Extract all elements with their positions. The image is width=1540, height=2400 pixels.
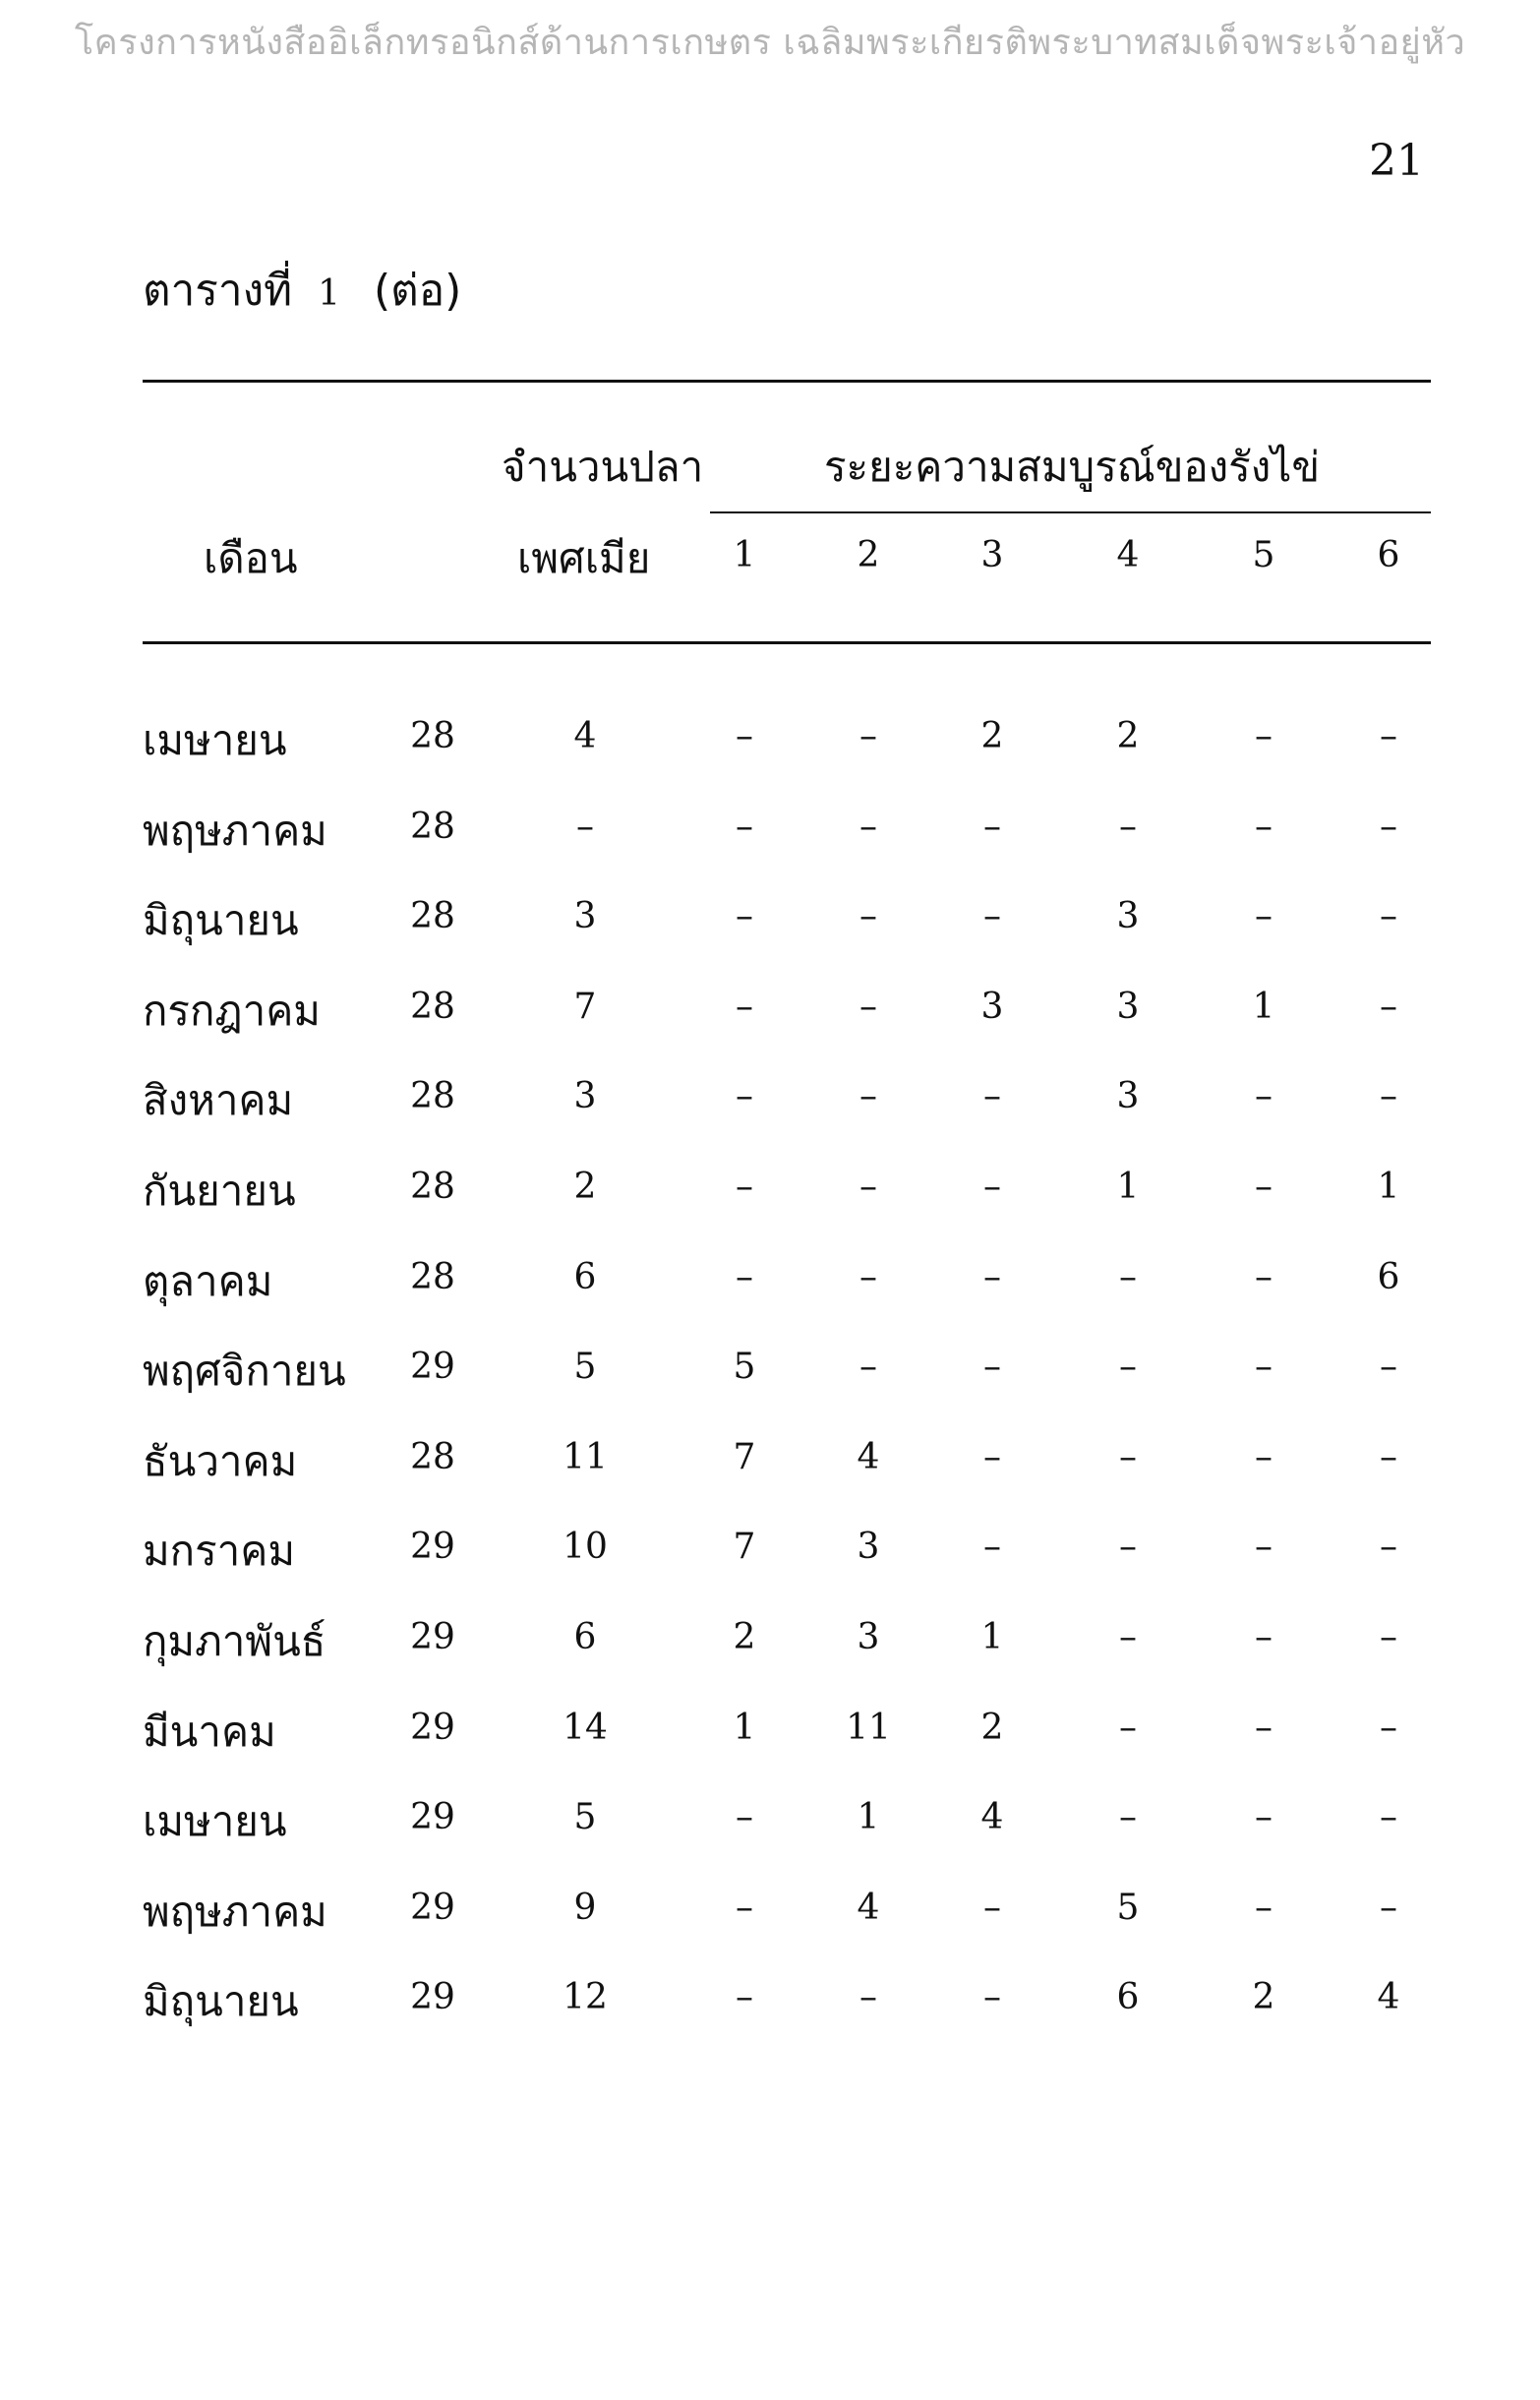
cell-fish-count: 5: [573, 1347, 597, 1388]
table-row: [0, 1797, 1540, 1876]
table-title: [143, 256, 461, 325]
cell-year: 28: [410, 716, 455, 756]
cell-stage-2: –: [859, 896, 877, 937]
cell-year: 28: [410, 896, 455, 937]
cell-fish-count: 7: [573, 986, 597, 1027]
cell-stage-5: 2: [1252, 1977, 1275, 2018]
cell-stage-6: –: [1380, 986, 1397, 1027]
cell-year: 28: [410, 1076, 455, 1117]
cell-month: ตุลาคม: [143, 1256, 273, 1305]
header-stage-2: 2: [857, 535, 880, 575]
cell-stage-5: –: [1255, 1617, 1273, 1657]
header-bottom-rule: [143, 641, 1431, 644]
cell-year: 28: [410, 1436, 455, 1477]
table-title-suffix: (ต่อ): [374, 266, 462, 316]
cell-fish-count: –: [576, 806, 594, 847]
cell-stage-3: 4: [980, 1797, 1004, 1838]
cell-fish-count: 12: [563, 1977, 608, 2018]
cell-stage-2: –: [859, 1167, 877, 1207]
cell-stage-1: 7: [733, 1436, 756, 1477]
cell-year: 28: [410, 1167, 455, 1207]
cell-month: กรกฎาคม: [143, 986, 321, 1035]
cell-stage-1: –: [736, 1076, 753, 1117]
cell-stage-4: –: [1119, 1436, 1137, 1477]
cell-month: พฤษภาคม: [143, 1887, 327, 1936]
cell-fish-count: 6: [573, 1256, 597, 1297]
cell-year: 29: [410, 1617, 455, 1657]
cell-stage-6: 4: [1377, 1977, 1400, 2018]
table-row: [0, 716, 1540, 795]
table-top-rule: [143, 380, 1431, 383]
table-row: [0, 1708, 1540, 1786]
cell-stage-4: 1: [1116, 1167, 1140, 1207]
cell-stage-5: –: [1255, 806, 1273, 847]
cell-stage-3: –: [983, 806, 1001, 847]
cell-stage-5: –: [1255, 1527, 1273, 1568]
cell-month: พฤศจิกายน: [143, 1347, 346, 1396]
cell-stage-4: 3: [1116, 896, 1140, 937]
header-maturity-stage: ระยะความสมบูรณ์ของรังไข่: [824, 443, 1321, 491]
cell-stage-5: –: [1255, 1167, 1273, 1207]
cell-month: กันยายน: [143, 1167, 296, 1215]
cell-stage-3: 2: [980, 716, 1004, 756]
cell-stage-3: –: [983, 1977, 1001, 2018]
cell-stage-1: –: [736, 806, 753, 847]
cell-stage-5: –: [1255, 1256, 1273, 1297]
cell-stage-6: –: [1380, 1076, 1397, 1117]
table-row: [0, 1076, 1540, 1155]
cell-stage-5: –: [1255, 1707, 1273, 1748]
header-stage-1: 1: [733, 535, 756, 575]
table-row: [0, 807, 1540, 885]
cell-year: 29: [410, 1527, 455, 1568]
cell-stage-6: –: [1380, 1527, 1397, 1568]
cell-fish-count: 6: [573, 1617, 597, 1657]
cell-stage-2: –: [859, 716, 877, 756]
cell-stage-2: –: [859, 1347, 877, 1388]
table-row: [0, 1257, 1540, 1336]
cell-stage-4: 3: [1116, 986, 1140, 1027]
cell-stage-4: –: [1119, 1707, 1137, 1748]
cell-stage-6: 6: [1377, 1256, 1400, 1297]
table-title-label: ตารางที่: [143, 266, 293, 316]
cell-stage-1: –: [736, 1256, 753, 1297]
cell-stage-2: 1: [857, 1797, 880, 1838]
cell-stage-2: –: [859, 806, 877, 847]
cell-stage-4: 6: [1116, 1977, 1140, 2018]
cell-year: 28: [410, 1256, 455, 1297]
cell-stage-6: –: [1380, 1707, 1397, 1748]
cell-month: เมษายน: [143, 1797, 287, 1846]
cell-month: มีนาคม: [143, 1707, 276, 1756]
cell-stage-3: 1: [980, 1617, 1004, 1657]
table-row: [0, 1527, 1540, 1605]
cell-stage-3: –: [983, 1887, 1001, 1928]
cell-stage-6: –: [1380, 1887, 1397, 1928]
cell-stage-4: –: [1119, 806, 1137, 847]
header-stage-4: 4: [1116, 535, 1140, 575]
cell-stage-1: –: [736, 1977, 753, 2018]
cell-month: ธันวาคม: [143, 1436, 298, 1485]
cell-month: มิถุนายน: [143, 1977, 299, 2026]
cell-stage-2: 4: [857, 1887, 880, 1928]
header-stage-5: 5: [1252, 535, 1275, 575]
cell-stage-5: –: [1255, 1436, 1273, 1477]
cell-stage-3: –: [983, 1347, 1001, 1388]
cell-month: มกราคม: [143, 1527, 296, 1576]
cell-stage-4: 5: [1116, 1887, 1140, 1928]
table-title-number: 1: [318, 273, 341, 314]
cell-month: เมษายน: [143, 716, 287, 764]
header-month: เดือน: [204, 534, 298, 582]
header-fish-count-line2: เพศเมีย: [517, 534, 651, 582]
cell-stage-6: –: [1380, 1436, 1397, 1477]
cell-stage-2: –: [859, 1977, 877, 2018]
cell-stage-1: –: [736, 1167, 753, 1207]
cell-year: 29: [410, 1707, 455, 1748]
cell-year: 29: [410, 1347, 455, 1388]
cell-stage-3: –: [983, 1527, 1001, 1568]
cell-stage-5: –: [1255, 896, 1273, 937]
cell-month: พฤษภาคม: [143, 806, 327, 855]
cell-month: กุมภาพันธ์: [143, 1617, 326, 1665]
cell-stage-1: 5: [733, 1347, 756, 1388]
cell-stage-6: –: [1380, 896, 1397, 937]
cell-stage-3: –: [983, 1436, 1001, 1477]
cell-month: สิงหาคม: [143, 1076, 294, 1125]
table-row: [0, 1888, 1540, 1966]
table-row: [0, 1167, 1540, 1245]
cell-fish-count: 9: [573, 1887, 597, 1928]
cell-fish-count: 14: [563, 1707, 608, 1748]
cell-stage-4: –: [1119, 1256, 1137, 1297]
cell-fish-count: 4: [573, 716, 597, 756]
cell-stage-1: 7: [733, 1527, 756, 1568]
table-row: [0, 1617, 1540, 1696]
header-stage-3: 3: [980, 535, 1004, 575]
cell-stage-1: 2: [733, 1617, 756, 1657]
cell-stage-2: –: [859, 1256, 877, 1297]
cell-stage-4: 2: [1116, 716, 1140, 756]
cell-stage-3: 3: [980, 986, 1004, 1027]
cell-stage-5: –: [1255, 1076, 1273, 1117]
cell-stage-5: 1: [1252, 986, 1275, 1027]
cell-stage-2: –: [859, 1076, 877, 1117]
cell-stage-1: –: [736, 1887, 753, 1928]
cell-stage-5: –: [1255, 1347, 1273, 1388]
cell-fish-count: 3: [573, 1076, 597, 1117]
cell-fish-count: 11: [563, 1436, 608, 1477]
page-number: 21: [1369, 136, 1424, 186]
header-fish-count-line1: จำนวนปลา: [502, 443, 704, 491]
cell-stage-1: –: [736, 986, 753, 1027]
cell-stage-2: 3: [857, 1617, 880, 1657]
cell-stage-6: –: [1380, 716, 1397, 756]
table-row: [0, 896, 1540, 975]
cell-stage-2: –: [859, 986, 877, 1027]
cell-stage-5: –: [1255, 716, 1273, 756]
cell-stage-3: –: [983, 896, 1001, 937]
cell-stage-2: 3: [857, 1527, 880, 1568]
cell-stage-4: –: [1119, 1617, 1137, 1657]
watermark-header: โครงการหนังสืออิเล็กทรอนิกส์ด้านการเกษตร เฉลิมพระเกียรติพระบาทสมเด็จพระเจ้าอยู่หัว: [74, 23, 1466, 63]
cell-stage-5: –: [1255, 1887, 1273, 1928]
cell-stage-6: 1: [1377, 1167, 1400, 1207]
cell-year: 28: [410, 806, 455, 847]
cell-stage-2: 4: [857, 1436, 880, 1477]
cell-year: 29: [410, 1887, 455, 1928]
table-row: [0, 987, 1540, 1065]
cell-fish-count: 5: [573, 1797, 597, 1838]
cell-stage-6: –: [1380, 806, 1397, 847]
cell-stage-4: 3: [1116, 1076, 1140, 1117]
cell-stage-1: –: [736, 896, 753, 937]
cell-stage-4: –: [1119, 1527, 1137, 1568]
cell-stage-6: –: [1380, 1347, 1397, 1388]
table-row: [0, 1437, 1540, 1516]
cell-fish-count: 2: [573, 1167, 597, 1207]
cell-stage-2: 11: [846, 1707, 891, 1748]
cell-month: มิถุนายน: [143, 896, 299, 945]
cell-year: 28: [410, 986, 455, 1027]
table-row: [0, 1347, 1540, 1425]
cell-year: 29: [410, 1977, 455, 2018]
cell-year: 29: [410, 1797, 455, 1838]
cell-stage-5: –: [1255, 1797, 1273, 1838]
header-stage-6: 6: [1377, 535, 1400, 575]
cell-stage-4: –: [1119, 1347, 1137, 1388]
table-row: [0, 1977, 1540, 2056]
cell-stage-6: –: [1380, 1617, 1397, 1657]
cell-stage-1: –: [736, 716, 753, 756]
cell-stage-4: –: [1119, 1797, 1137, 1838]
cell-fish-count: 3: [573, 896, 597, 937]
cell-stage-3: –: [983, 1256, 1001, 1297]
cell-stage-3: –: [983, 1076, 1001, 1117]
stage-header-rule: [710, 511, 1431, 513]
cell-stage-3: –: [983, 1167, 1001, 1207]
cell-stage-3: 2: [980, 1707, 1004, 1748]
cell-stage-6: –: [1380, 1797, 1397, 1838]
cell-fish-count: 10: [563, 1527, 608, 1568]
cell-stage-1: –: [736, 1797, 753, 1838]
cell-stage-1: 1: [733, 1707, 756, 1748]
